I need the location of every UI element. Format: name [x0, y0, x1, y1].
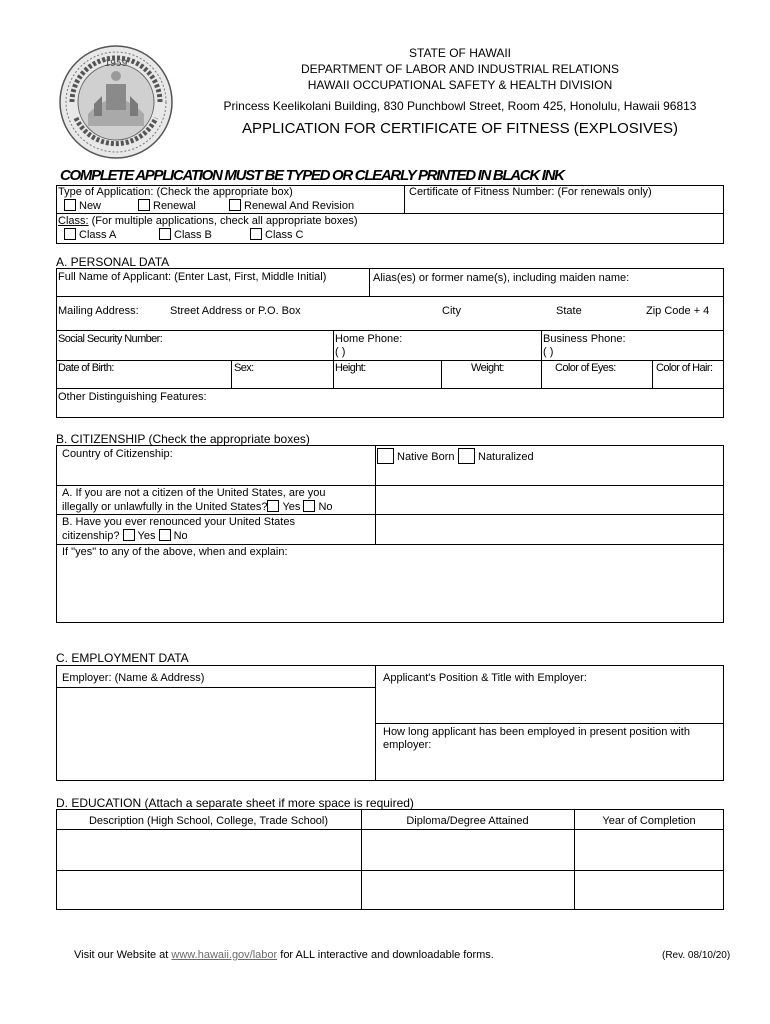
education-col-diploma: Diploma/Degree Attained: [406, 815, 529, 827]
explain-label: If "yes" to any of the above, when and explain:: [62, 546, 288, 558]
business-phone-parens: ( ): [543, 346, 554, 358]
class-b-checkbox[interactable]: [159, 228, 171, 240]
education-heading: D. EDUCATION (Attach a separate sheet if more space is required): [56, 796, 414, 810]
aliases-label: Alias(es) or former name(s), including maiden name:: [373, 272, 630, 284]
question-b-line2: citizenship? Yes No: [62, 530, 188, 542]
duration-line2: employer:: [383, 739, 432, 751]
home-phone-label: Home Phone:: [335, 333, 403, 345]
form-title: APPLICATION FOR CERTIFICATE OF FITNESS (EXPLOSIVES): [242, 120, 678, 137]
type-of-application-label: Type of Application: (Check the appropriate box): [58, 186, 293, 198]
eye-color-label: Color of Eyes:: [555, 362, 616, 374]
option-naturalized[interactable]: Naturalized: [458, 448, 534, 464]
state-seal: [58, 44, 174, 160]
header-department: DEPARTMENT OF LABOR AND INDUSTRIAL RELATIONS: [300, 62, 620, 76]
header-address: Princess Keelikolani Building, 830 Punchbowl Street, Room 425, Honolulu, Hawaii 96813: [223, 99, 697, 113]
website-link[interactable]: www.hawaii.gov/labor: [171, 949, 278, 961]
option-native-born[interactable]: Native Born: [377, 448, 454, 464]
education-col-description: Description (High School, College, Trade School): [88, 815, 329, 827]
ssn-label: Social Security Number:: [58, 333, 163, 345]
certificate-number-label: Certificate of Fitness Number: (For renewals only): [409, 186, 652, 198]
native-born-checkbox[interactable]: [377, 448, 394, 464]
revision-date: (Rev. 08/10/20): [662, 950, 731, 961]
renewal-revision-checkbox[interactable]: [229, 199, 241, 211]
position-label: Applicant's Position & Title with Employer:: [383, 672, 587, 684]
option-class-c[interactable]: Class C: [250, 228, 304, 242]
employment-heading: C. EMPLOYMENT DATA: [56, 651, 189, 665]
personal-data-heading: A. PERSONAL DATA: [56, 255, 170, 269]
zip-label: Zip Code + 4: [646, 305, 710, 317]
sex-label: Sex:: [234, 362, 254, 374]
full-name-label: Full Name of Applicant: (Enter Last, First, Middle Initial): [58, 271, 327, 283]
city-label: City: [442, 305, 461, 317]
country-label: Country of Citizenship:: [62, 448, 173, 460]
question-b-line1: B. Have you ever renounced your United States: [62, 516, 295, 528]
footer-website-note: Visit our Website at www.hawaii.gov/labor for ALL interactive and downloadable forms.: [74, 949, 494, 961]
features-label: Other Distinguishing Features:: [58, 391, 207, 403]
svg-text:1959: 1959: [104, 59, 128, 69]
question-a-no-checkbox[interactable]: [303, 500, 315, 512]
class-label: Class: (For multiple applications, check all appropriate boxes): [58, 215, 358, 227]
question-a-line1: A. If you are not a citizen of the United States, are you: [62, 487, 326, 499]
question-a-line2: illegally or unlawfully in the United States? Yes No: [62, 501, 333, 513]
option-renewal-revision[interactable]: Renewal And Revision: [229, 199, 354, 213]
header-state: STATE OF HAWAII: [409, 46, 511, 60]
option-renewal[interactable]: Renewal: [138, 199, 196, 213]
home-phone-parens: ( ): [335, 346, 346, 358]
weight-label: Weight:: [471, 362, 504, 374]
employer-label: Employer: (Name & Address): [62, 672, 205, 684]
option-new[interactable]: New: [64, 199, 101, 213]
new-checkbox[interactable]: [64, 199, 76, 211]
hair-color-label: Color of Hair:: [656, 362, 713, 374]
dob-label: Date of Birth:: [58, 362, 114, 374]
naturalized-checkbox[interactable]: [458, 448, 475, 464]
class-a-checkbox[interactable]: [64, 228, 76, 240]
state-label: State: [556, 305, 582, 317]
option-class-b[interactable]: Class B: [159, 228, 212, 242]
mailing-address-label: Mailing Address:: [58, 305, 139, 317]
ink-notice: COMPLETE APPLICATION MUST BE TYPED OR CLEARLY PRINTED IN BLACK INK: [60, 167, 564, 184]
question-b-no-checkbox[interactable]: [159, 529, 171, 541]
question-b-yes-checkbox[interactable]: [123, 529, 135, 541]
class-c-checkbox[interactable]: [250, 228, 262, 240]
education-col-year: Year of Completion: [602, 815, 696, 827]
renewal-checkbox[interactable]: [138, 199, 150, 211]
option-class-a[interactable]: Class A: [64, 228, 116, 242]
duration-line1: How long applicant has been employed in present position with: [383, 726, 690, 738]
citizenship-heading: B. CITIZENSHIP (Check the appropriate boxes): [56, 432, 310, 446]
header-division: HAWAII OCCUPATIONAL SAFETY & HEALTH DIVISION: [307, 78, 613, 92]
question-a-yes-checkbox[interactable]: [267, 500, 279, 512]
street-label: Street Address or P.O. Box: [170, 305, 301, 317]
height-label: Height:: [335, 362, 366, 374]
business-phone-label: Business Phone:: [543, 333, 626, 345]
